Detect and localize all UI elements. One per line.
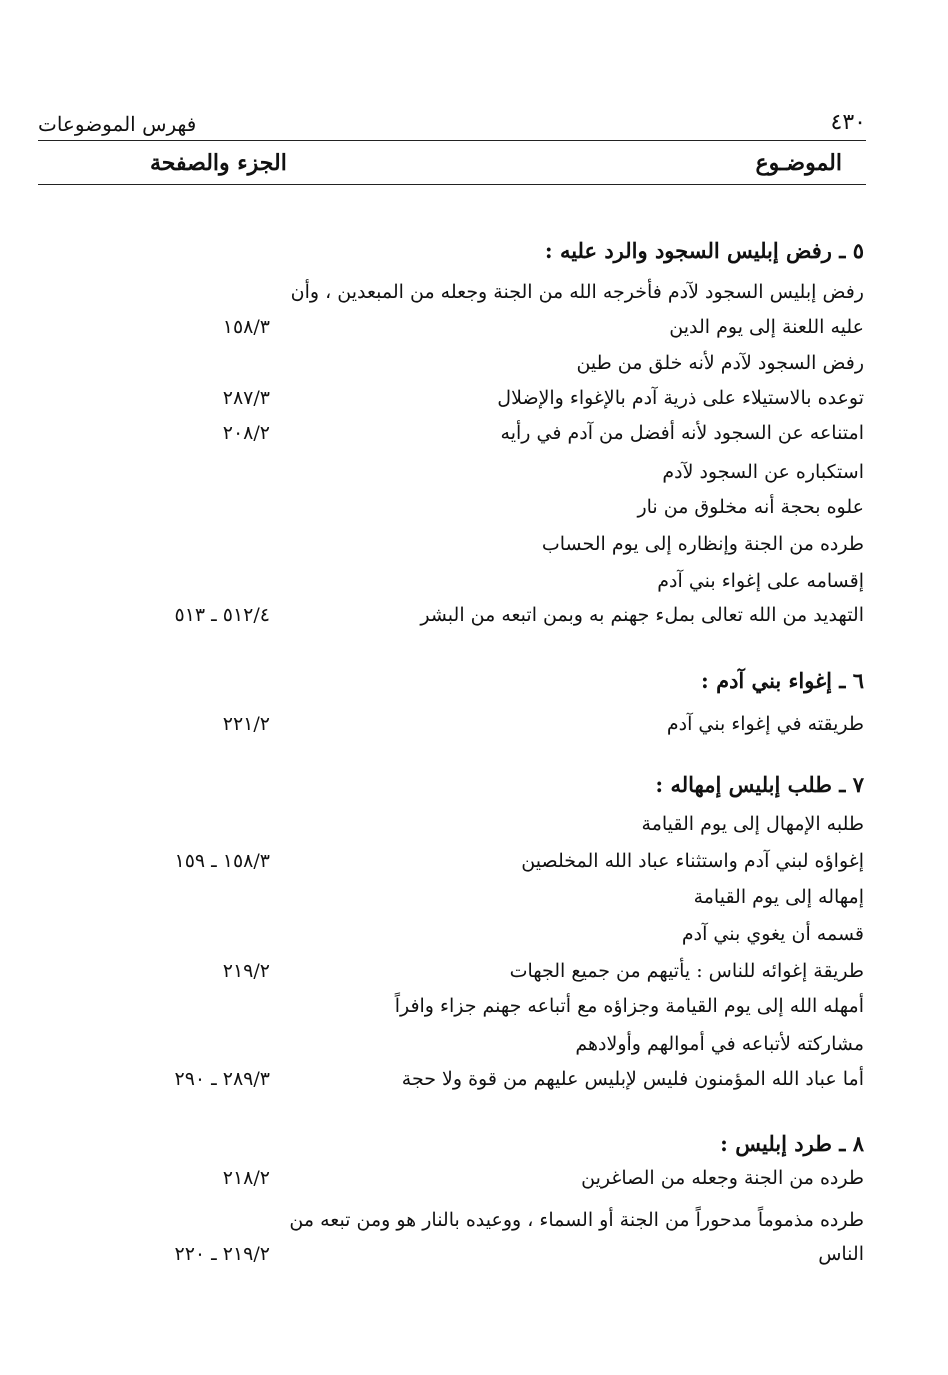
- section-heading: [80, 238, 864, 274]
- section-title: ٨ ـ طرد إبليس :: [720, 1131, 864, 1156]
- volume-page-ref: ١٥٨/٣ ـ ١٥٩: [174, 850, 270, 872]
- index-entry: [80, 352, 864, 388]
- volume-page-ref: ٢٨٩/٣ ـ ٢٩٠: [174, 1068, 270, 1090]
- index-entry: [80, 1209, 864, 1245]
- entry-text: توعده بالاستيلاء على ذرية آدم بالإغواء والإضلال: [497, 387, 864, 409]
- index-entry: [80, 533, 864, 569]
- entry-text: أما عباد الله المؤمنون فليس لإبليس عليهم من قوة ولا حجة: [401, 1068, 864, 1090]
- section-title: ٦ ـ إغواء بني آدم :: [701, 668, 864, 693]
- index-entry: [80, 422, 864, 458]
- entry-text: رفض إبليس السجود لآدم فأخرجه الله من الجنة وجعله من المبعدين ، وأن: [290, 281, 864, 303]
- section-heading: [80, 772, 864, 808]
- index-entry: [80, 1243, 864, 1279]
- entry-text: طلبه الإمهال إلى يوم القيامة: [641, 813, 864, 835]
- column-headers: [38, 148, 866, 185]
- entry-text: إغواؤه لبني آدم واستثناء عباد الله المخلصين: [521, 850, 864, 872]
- index-entry: [80, 960, 864, 996]
- index-entry: [80, 1068, 864, 1104]
- entry-text: عليه اللعنة إلى يوم الدين: [669, 316, 864, 338]
- index-entry: [80, 1033, 864, 1069]
- entry-text: طرده مذموماً مدحوراً من الجنة أو السماء ، ووعيده بالنار هو ومن تبعه من: [289, 1209, 864, 1231]
- volume-page-ref: ١٥٨/٣: [222, 316, 270, 338]
- entry-text: التهديد من الله تعالى بملء جهنم به وبمن اتبعه من البشر: [420, 604, 864, 626]
- volume-page-ref: ٢١٩/٢ ـ ٢٢٠: [174, 1243, 270, 1265]
- entry-text: طرده من الجنة وجعله من الصاغرين: [581, 1167, 864, 1189]
- volume-page-ref: ٥١٢/٤ ـ ٥١٣: [174, 604, 270, 626]
- entry-text: مشاركته لأتباعه في أموالهم وأولادهم: [575, 1033, 864, 1055]
- entry-text: طريقة إغوائه للناس : يأتيهم من جميع الجهات: [509, 960, 864, 982]
- index-entry: [80, 1167, 864, 1203]
- section-heading: [80, 1131, 864, 1167]
- index-entry: [80, 461, 864, 497]
- entry-text: طريقته في إغواء بني آدم: [666, 713, 864, 735]
- index-entry: [80, 713, 864, 749]
- entry-text: امتناعه عن السجود لأنه أفضل من آدم في رأيه: [500, 422, 864, 444]
- page-number: ٤٣٠: [830, 110, 866, 135]
- running-title: فهرس الموضوعات: [38, 112, 197, 136]
- entry-text: طرده من الجنة وإنظاره إلى يوم الحساب: [541, 533, 864, 555]
- entry-text: الناس: [818, 1243, 864, 1265]
- index-entry: [80, 387, 864, 423]
- section-title: ٧ ـ طلب إبليس إمهاله :: [655, 772, 864, 797]
- section-title: ٥ ـ رفض إبليس السجود والرد عليه :: [544, 238, 864, 263]
- entry-text: علوه بحجة أنه مخلوق من نار: [637, 496, 864, 518]
- volume-page-ref: ٢٨٧/٣: [222, 387, 270, 409]
- entry-text: قسمه أن يغوي بني آدم: [681, 923, 864, 945]
- entry-text: أمهله الله إلى يوم القيامة وجزاؤه مع أتباعه جهنم جزاء وافراً: [394, 995, 864, 1017]
- index-entry: [80, 496, 864, 532]
- index-entry: [80, 570, 864, 606]
- index-entry: [80, 604, 864, 640]
- topic-column-header: الموضـوع: [755, 150, 842, 176]
- entry-text: إمهاله إلى يوم القيامة: [693, 886, 864, 908]
- section-heading: [80, 668, 864, 704]
- entry-text: إقسامه على إغواء بني آدم: [657, 570, 864, 592]
- index-entry: [80, 813, 864, 849]
- volume-page-ref: ٢٢١/٢: [222, 713, 270, 735]
- index-entry: [80, 923, 864, 959]
- index-entry: [80, 281, 864, 317]
- index-entry: [80, 316, 864, 352]
- index-entry: [80, 995, 864, 1031]
- running-header: [38, 108, 866, 141]
- index-entry: [80, 850, 864, 886]
- volume-page-ref: ٢١٩/٢: [222, 960, 270, 982]
- volume-page-ref: ٢١٨/٢: [222, 1167, 270, 1189]
- entry-text: رفض السجود لآدم لأنه خلق من طين: [576, 352, 864, 374]
- volume-page-ref: ٢٠٨/٢: [222, 422, 270, 444]
- volume-page-column-header: الجزء والصفحة: [150, 150, 287, 176]
- index-entry: [80, 886, 864, 922]
- entry-text: استكباره عن السجود لآدم: [662, 461, 864, 483]
